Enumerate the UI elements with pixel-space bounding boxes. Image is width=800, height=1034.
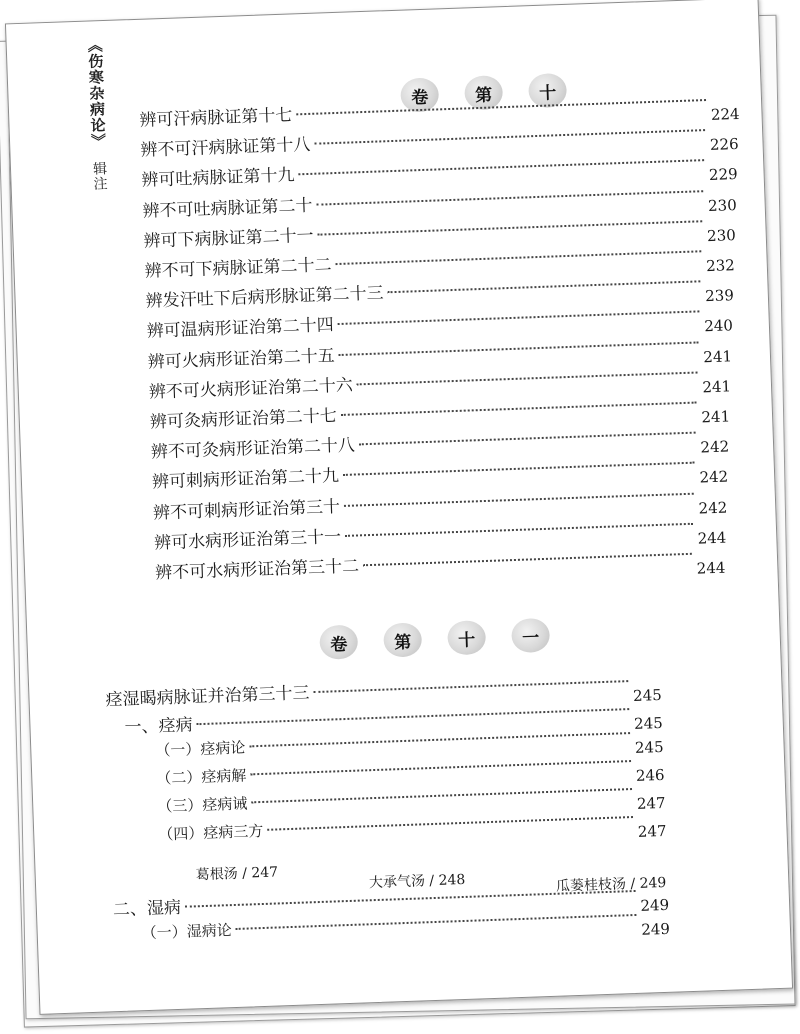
toc-entry-page: 229 [708, 165, 738, 185]
dot-leader [335, 250, 701, 265]
dot-leader [341, 402, 697, 416]
dot-leader [339, 341, 699, 356]
toc-entry-title: 辨不可灸病形证治第二十八 [150, 435, 356, 463]
formula-entry[interactable]: 葛根汤 / 247 [195, 864, 279, 884]
toc-entry-title: 一、痉病 [124, 715, 193, 738]
toc-entry-title: 辨可吐病脉证第十九 [141, 165, 295, 192]
toc-entry-page: 241 [703, 346, 733, 366]
toc-entry-page: 230 [706, 225, 737, 245]
dot-leader [236, 914, 637, 930]
volume-char-badge: 卷 [319, 625, 358, 660]
toc-entry-title: 辨可水病形证治第三十一 [153, 526, 342, 554]
toc-entry-page: 241 [701, 407, 731, 427]
toc-entry-title: 辨不可火病形证治第二十六 [148, 375, 354, 403]
toc-entry-title: 辨发汗吐下后病形脉证第二十三 [145, 283, 384, 312]
toc-entry-title: 辨不可水病形证治第三十二 [154, 556, 360, 584]
toc-entry-page: 247 [636, 793, 666, 813]
dot-leader [296, 99, 706, 115]
toc-entry-page: 242 [698, 498, 728, 518]
dot-leader [267, 816, 633, 831]
toc-entry-page: 226 [709, 135, 739, 155]
toc-entry-title: 痉湿暍病脉证并治第三十三 [105, 683, 310, 711]
toc-entry-page: 230 [707, 195, 738, 215]
toc-entry-page: 249 [640, 919, 671, 939]
volume-char-badge: 十 [528, 73, 567, 108]
dot-leader [298, 160, 704, 176]
dot-leader [357, 371, 698, 385]
dot-leader [316, 190, 703, 206]
volume-11-heading [319, 618, 550, 660]
dot-leader [251, 788, 632, 803]
toc-entry-title: （一）湿病论 [141, 921, 233, 943]
toc-entry-page: 247 [637, 821, 667, 841]
toc-entry-page: 246 [635, 765, 665, 785]
toc-entry-page: 242 [700, 437, 730, 457]
dot-leader [313, 680, 628, 693]
dot-leader [363, 553, 692, 566]
volume-char-badge: 卷 [400, 77, 439, 112]
book-subtitle: 辑注 [90, 160, 108, 192]
toc-entry-title: 辨可汗病脉证第十七 [139, 105, 293, 131]
formula-entry[interactable]: 大承气汤 / 248 [368, 871, 466, 892]
toc-entry-title: 辨不可吐病脉证第二十 [142, 195, 313, 222]
toc-entry-page: 249 [640, 895, 670, 915]
toc-entry-title: 辨不可下病脉证第二十二 [144, 255, 332, 282]
dot-leader [338, 311, 700, 326]
toc-entry-title: 辨可温病形证治第二十四 [146, 315, 335, 343]
volume-char-badge: 一 [511, 618, 550, 653]
toc-entry-title: 辨可灸病形证治第二十七 [149, 406, 338, 433]
toc-entry-title: （四）痉病三方 [158, 821, 264, 844]
toc-entry-page: 241 [702, 377, 732, 397]
toc-entry-title: （三）痉病诫 [157, 794, 248, 816]
book-title: 《伤寒杂病论》 [85, 37, 108, 150]
toc-entry-title: 辨可火病形证治第二十五 [147, 345, 336, 373]
toc-entry-page: 245 [632, 685, 663, 705]
formula-entry[interactable]: 瓜蒌桂枝汤 / 249 [555, 874, 667, 895]
dot-leader [249, 732, 630, 747]
toc-entry-title: 辨不可刺病形证治第三十 [152, 496, 341, 524]
toc-entry-title: （一）痉病论 [155, 738, 246, 760]
toc-entry-title: 辨可下病脉证第二十一 [143, 225, 314, 252]
toc-entry-title: （二）痉病解 [156, 766, 247, 788]
toc-entry-page: 245 [634, 737, 664, 757]
volume-char-badge: 十 [447, 620, 486, 655]
dot-leader [317, 220, 702, 235]
dot-leader [345, 523, 693, 537]
toc-entry-title: 辨可刺病形证治第二十九 [151, 466, 340, 493]
dot-leader [314, 129, 705, 145]
dot-leader [196, 708, 629, 725]
toc-entry-title: 辨不可汗病脉证第十八 [140, 135, 311, 161]
volume-char-badge: 第 [383, 622, 422, 657]
dot-leader [344, 492, 694, 506]
toc-entry-title: 二、湿病 [112, 897, 182, 921]
toc-entry-page: 232 [705, 256, 736, 276]
toc-entry-page: 245 [633, 713, 664, 733]
toc-entry-page: 244 [696, 558, 726, 578]
running-head [84, 37, 110, 191]
volume-char-badge: 第 [464, 75, 503, 110]
toc-entry-page: 240 [703, 316, 734, 336]
toc-entry-page: 244 [697, 528, 727, 548]
toc-entry-page: 224 [710, 104, 740, 124]
dot-leader [359, 432, 696, 446]
dot-leader [185, 890, 636, 908]
toc-entry-page: 239 [704, 286, 735, 306]
toc-page [5, 0, 793, 1015]
dot-leader [388, 281, 701, 294]
toc-entry-page: 242 [699, 467, 729, 487]
dot-leader [343, 462, 695, 476]
dot-leader [250, 760, 631, 775]
